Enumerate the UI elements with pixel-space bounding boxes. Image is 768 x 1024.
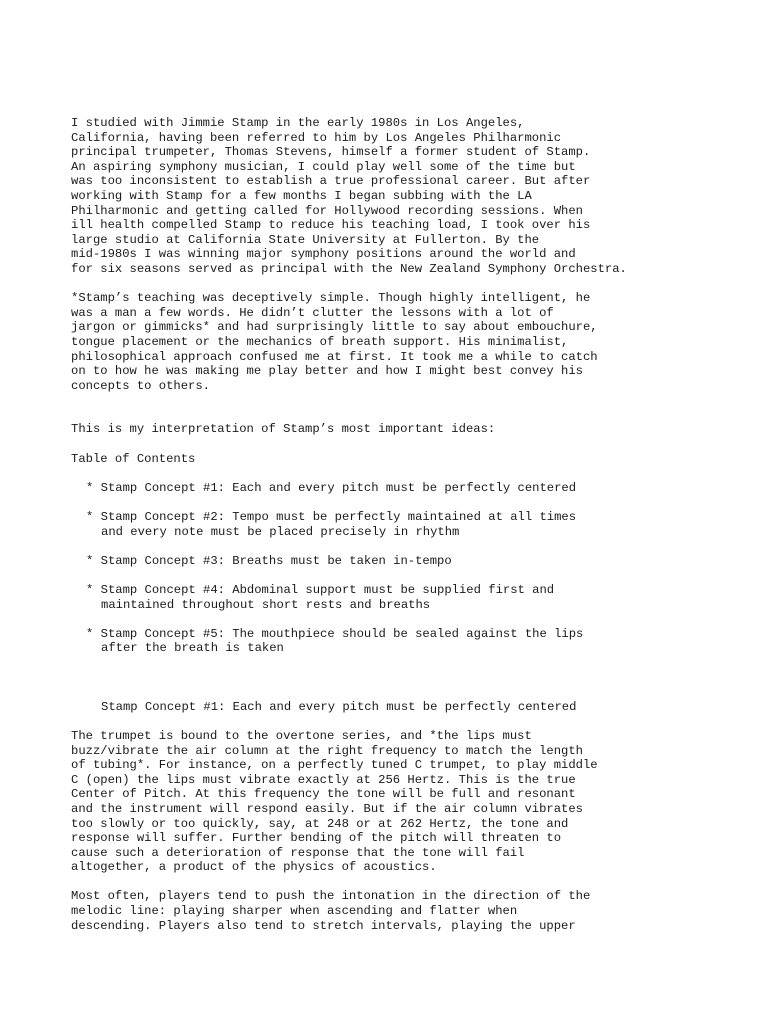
concept-1-heading: Stamp Concept #1: Each and every pitch must be perfectly centered: [101, 699, 577, 714]
toc-item-text: and every note must be placed precisely in rhythm: [101, 524, 460, 539]
text-line: Center of Pitch. At this frequency the tone will be full and resonant: [71, 787, 576, 802]
text-line: An aspiring symphony musician, I could play well some of the time but: [71, 159, 576, 174]
text-line: was too inconsistent to establish a true professional career. But after: [71, 174, 591, 189]
text-line: buzz/vibrate the air column at the right frequency to match the length: [71, 743, 583, 758]
text-line: The trumpet is bound to the overtone series, and *the lips must: [71, 728, 532, 743]
interpretation-line: This is my interpretation of Stamp’s most important ideas:: [71, 422, 496, 437]
toc-item-text: maintained throughout short rests and breaths: [101, 597, 431, 612]
text-line: for six seasons served as principal with the New Zealand Symphony Orchestra.: [71, 261, 627, 276]
teaching-paragraph: [71, 291, 761, 393]
toc-item-concept-1: [71, 481, 761, 496]
text-line: *Stamp’s teaching was deceptively simple. Though highly intelligent, he: [71, 291, 591, 306]
text-line: response will suffer. Further bending of the pitch will threaten to: [71, 831, 562, 846]
intro-paragraph: [71, 116, 761, 277]
toc-item-concept-4: [71, 583, 761, 612]
text-line: and the instrument will respond easily. But if the air column vibrates: [71, 801, 583, 816]
text-line: jargon or gimmicks* and had surprisingly little to say about embouchure,: [71, 320, 598, 335]
text-line: large studio at California State University at Fullerton. By the: [71, 232, 540, 247]
toc-title: Table of Contents: [71, 451, 196, 466]
text-line: ill health compelled Stamp to reduce his teaching load, I took over his: [71, 218, 591, 233]
text-line: on to how he was making me play better and how I might best convey his: [71, 364, 583, 379]
toc-item-text: * Stamp Concept #5: The mouthpiece should be sealed against the lips: [86, 626, 584, 641]
text-line: mid-1980s I was winning major symphony positions around the world and: [71, 247, 576, 262]
intonation-paragraph: [71, 889, 761, 933]
toc-item-concept-2: [71, 510, 761, 539]
text-line: I studied with Jimmie Stamp in the early 1980s in Los Angeles,: [71, 116, 525, 130]
toc-item-text: * Stamp Concept #2: Tempo must be perfectly maintained at all times: [86, 510, 577, 525]
text-line: tongue placement or the mechanics of breath support. His minimalist,: [71, 334, 569, 349]
text-line: concepts to others.: [71, 378, 210, 393]
text-line: Philharmonic and getting called for Hollywood recording sessions. When: [71, 203, 583, 218]
document-page: [71, 116, 761, 933]
toc-item-concept-5: [71, 627, 761, 656]
toc-item-text: * Stamp Concept #4: Abdominal support must be supplied first and: [86, 583, 555, 597]
text-line: cause such a deterioration of response that the tone will fail: [71, 845, 525, 860]
concept-1-paragraph: [71, 729, 761, 875]
text-line: altogether, a product of the physics of acoustics.: [71, 860, 437, 875]
text-line: Most often, players tend to push the intonation in the direction of the: [71, 889, 591, 904]
toc-item-text: * Stamp Concept #3: Breaths must be taken in-tempo: [86, 553, 452, 568]
toc-item-text: * Stamp Concept #1: Each and every pitch must be perfectly centered: [86, 480, 577, 495]
toc-item-text: after the breath is taken: [101, 641, 284, 656]
text-line: philosophical approach confused me at first. It took me a while to catch: [71, 349, 598, 364]
text-line: of tubing*. For instance, on a perfectly tuned C trumpet, to play middle: [71, 758, 598, 773]
text-line: too slowly or too quickly, say, at 248 or at 262 Hertz, the tone and: [71, 816, 569, 831]
text-line: descending. Players also tend to stretch intervals, playing the upper: [71, 918, 576, 933]
text-line: was a man a few words. He didn’t clutter the lessons with a lot of: [71, 305, 554, 320]
text-line: C (open) the lips must vibrate exactly at 256 Hertz. This is the true: [71, 772, 576, 787]
text-line: principal trumpeter, Thomas Stevens, himself a former student of Stamp.: [71, 145, 591, 160]
text-line: California, having been referred to him by Los Angeles Philharmonic: [71, 130, 562, 145]
text-line: working with Stamp for a few months I began subbing with the LA: [71, 188, 532, 203]
text-line: melodic line: playing sharper when ascending and flatter when: [71, 904, 518, 919]
toc-item-concept-3: [71, 554, 761, 569]
